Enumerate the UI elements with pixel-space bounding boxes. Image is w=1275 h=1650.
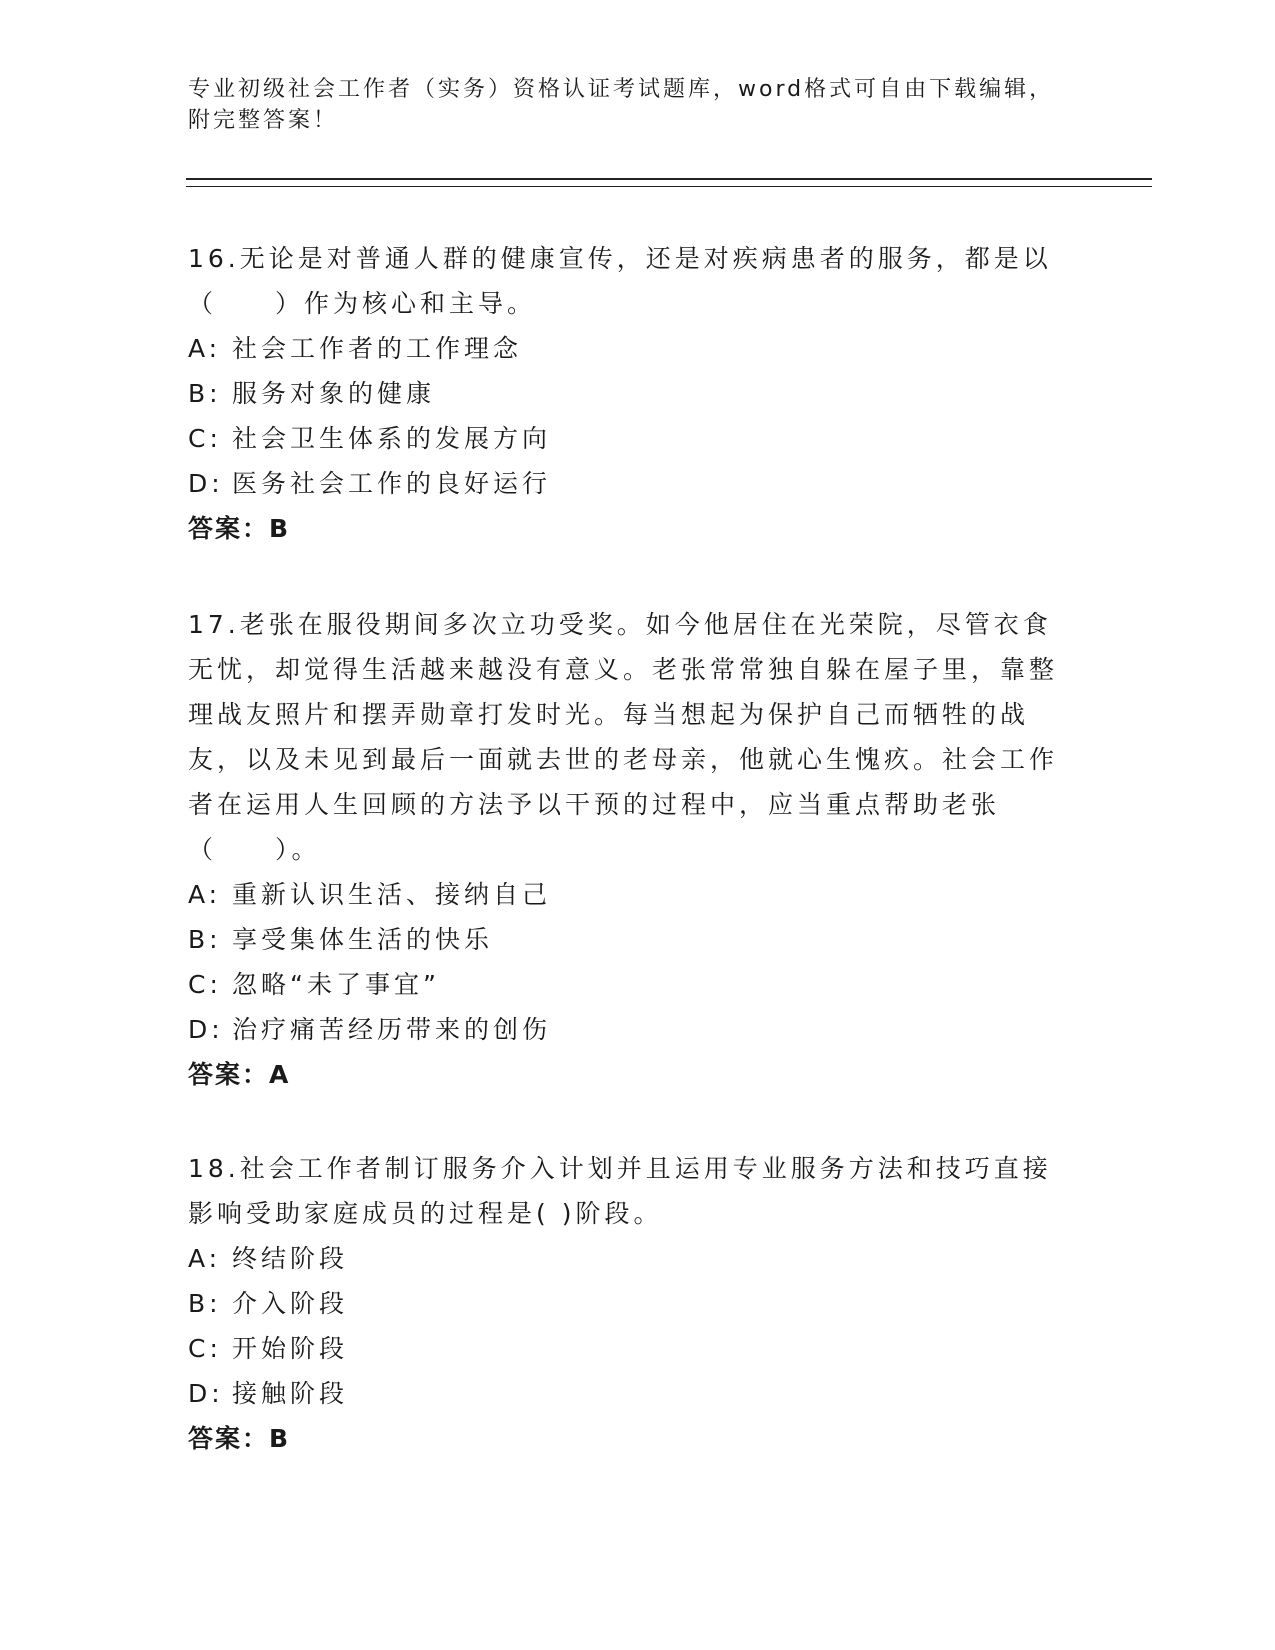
option-text: 介入阶段: [232, 1289, 349, 1318]
option-key: A:: [188, 1244, 222, 1273]
option-key: C:: [188, 970, 222, 999]
option-b: [188, 917, 1068, 962]
question-16: [188, 236, 1068, 551]
option-b: [188, 371, 1068, 416]
option-text: 社会工作者的工作理念: [232, 334, 523, 363]
option-key: D:: [188, 469, 224, 498]
option-text: 重新认识生活、接纳自己: [232, 880, 552, 909]
option-key: D:: [188, 1015, 224, 1044]
option-key: A:: [188, 334, 222, 363]
option-text: 服务对象的健康: [232, 379, 436, 408]
answer-line: 答案：A: [188, 1060, 291, 1089]
option-key: B:: [188, 925, 222, 954]
option-d: [188, 461, 1068, 506]
question-stem: 18.社会工作者制订服务介入计划并且运用专业服务方法和技巧直接影响受助家庭成员的过程是( )阶段。: [188, 1154, 1052, 1228]
option-text: 医务社会工作的良好运行: [232, 469, 552, 498]
option-c: [188, 1326, 1068, 1371]
option-text: 接触阶段: [232, 1379, 349, 1408]
option-a: [188, 326, 1068, 371]
question-stem: 17.老张在服役期间多次立功受奖。如今他居住在光荣院，尽管衣食无忧，却觉得生活越来越没有意义。老张常常独自躲在屋子里，靠整理战友照片和摆弄勋章打发时光。每当想起为保护自己而牺牲的战友，以及未见到最后一面就去世的老母亲，他就心生愧疚。社会工作者在运用人生回顾的方法予以干预的过程中，应当重点帮助老张（ ）。: [188, 610, 1059, 864]
question-18: [188, 1146, 1068, 1461]
option-d: [188, 1007, 1068, 1052]
document-header: 专业初级社会工作者（实务）资格认证考试题库，word格式可自由下载编辑，附完整答案！: [188, 77, 1055, 133]
option-a: [188, 1236, 1068, 1281]
option-key: D:: [188, 1379, 224, 1408]
option-d: [188, 1371, 1068, 1416]
answer-line: 答案：B: [188, 1424, 291, 1453]
option-c: [188, 416, 1068, 461]
option-b: [188, 1281, 1068, 1326]
option-a: [188, 872, 1068, 917]
option-key: C:: [188, 424, 222, 453]
option-text: 忽略“未了事宜”: [232, 970, 440, 999]
option-text: 治疗痛苦经历带来的创伤: [232, 1015, 552, 1044]
option-text: 社会卫生体系的发展方向: [232, 424, 552, 453]
option-key: C:: [188, 1334, 222, 1363]
option-key: B:: [188, 379, 222, 408]
question-17: [188, 602, 1068, 1097]
option-key: A:: [188, 880, 222, 909]
option-key: B:: [188, 1289, 222, 1318]
option-text: 终结阶段: [232, 1244, 349, 1273]
option-text: 享受集体生活的快乐: [232, 925, 494, 954]
option-c: [188, 962, 1068, 1007]
option-text: 开始阶段: [232, 1334, 349, 1363]
header-divider: [186, 178, 1152, 187]
question-stem: 16.无论是对普通人群的健康宣传，还是对疾病患者的服务，都是以（ ）作为核心和主导。: [188, 244, 1052, 318]
answer-line: 答案：B: [188, 514, 291, 543]
